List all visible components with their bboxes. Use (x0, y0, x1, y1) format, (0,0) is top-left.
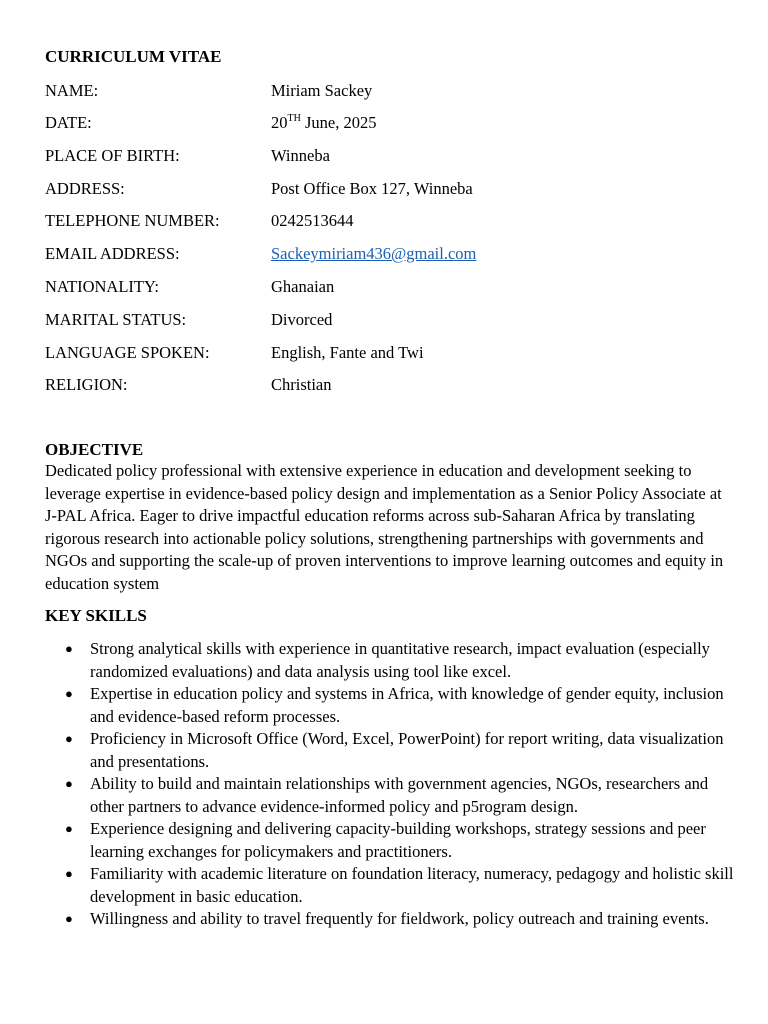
info-label-religion: RELIGION: (45, 375, 128, 394)
info-value-nationality: Ghanaian (271, 277, 335, 296)
info-row-nationality (45, 276, 735, 298)
info-value-marital-status: Divorced (271, 310, 333, 329)
info-value-date (271, 112, 376, 134)
info-row-marital-status (45, 309, 735, 331)
info-label-language: LANGUAGE SPOKEN: (45, 343, 210, 362)
bullet-icon: ● (65, 911, 73, 926)
info-value-language: English, Fante and Twi (271, 343, 424, 362)
date-month-year: June, 2025 (300, 113, 377, 132)
skill-item (45, 683, 735, 728)
skill-text: Ability to build and maintain relationships with government agencies, NGOs, researchers and other partners to advance evidence-informed policy and p5rogram design. (90, 774, 709, 816)
bullet-icon: ● (65, 776, 73, 791)
info-label-marital-status: MARITAL STATUS: (45, 310, 187, 329)
info-value-place-of-birth: Winneba (271, 146, 330, 165)
skill-item (45, 863, 735, 908)
bullet-icon: ● (65, 686, 73, 701)
skill-text: Proficiency in Microsoft Office (Word, Excel, PowerPoint) for report writing, data visualization and presentations. (90, 729, 724, 771)
email-link[interactable]: Sackeymiriam436@gmail.com (271, 244, 477, 263)
info-row-place-of-birth (45, 145, 735, 167)
info-value-name: Miriam Sackey (271, 81, 373, 100)
skill-text: Willingness and ability to travel frequently for fieldwork, policy outreach and training events. (90, 909, 709, 928)
skill-text: Familiarity with academic literature on foundation literacy, numeracy, pedagogy and holistic skill development in basic education. (90, 864, 734, 906)
info-row-name (45, 80, 735, 102)
info-value-address: Post Office Box 127, Winneba (271, 179, 473, 198)
info-label-nationality: NATIONALITY: (45, 277, 159, 296)
info-row-date (45, 112, 735, 134)
info-label-name: NAME: (45, 81, 99, 100)
bullet-icon: ● (65, 731, 73, 746)
objective-paragraph: Dedicated policy professional with extensive experience in education and development seeking to leverage expertise in evidence-based policy design and implementation as a Senior Policy Associate at J-PAL Africa. Eager to drive impactful education reforms across sub-Saharan Africa by translating rigorous research into actionable policy solutions, strengthening partnerships with governments and NGOs and supporting the scale-up of proven interventions to improve learning outcomes and equity in education system (45, 461, 724, 593)
skill-item (45, 908, 735, 931)
date-ordinal-suffix: TH (287, 113, 301, 124)
key-skills-list (45, 638, 735, 931)
info-label-date: DATE: (45, 113, 92, 132)
info-value-telephone: 0242513644 (271, 211, 354, 230)
info-row-email (45, 243, 735, 265)
date-day: 20 (271, 113, 288, 132)
document-title: CURRICULUM VITAE (45, 47, 222, 66)
skill-text: Expertise in education policy and systems in Africa, with knowledge of gender equity, inclusion and evidence-based reform processes. (90, 684, 724, 726)
info-label-place-of-birth: PLACE OF BIRTH: (45, 146, 180, 165)
info-label-telephone: TELEPHONE NUMBER: (45, 211, 220, 230)
info-label-email: EMAIL ADDRESS: (45, 244, 180, 263)
key-skills-heading: KEY SKILLS (45, 606, 147, 625)
skill-item (45, 638, 735, 683)
skill-text: Strong analytical skills with experience in quantitative research, impact evaluation (especially randomized evaluations) and data analysis using tool like excel. (90, 639, 710, 681)
info-value-religion: Christian (271, 375, 332, 394)
info-row-religion (45, 374, 735, 396)
skill-item (45, 818, 735, 863)
info-label-address: ADDRESS: (45, 179, 125, 198)
skill-item (45, 728, 735, 773)
info-row-language (45, 342, 735, 364)
objective-heading: OBJECTIVE (45, 440, 144, 459)
info-row-telephone (45, 210, 735, 232)
bullet-icon: ● (65, 641, 73, 656)
skill-item (45, 773, 735, 818)
bullet-icon: ● (65, 866, 73, 881)
info-row-address (45, 178, 735, 200)
skill-text: Experience designing and delivering capacity-building workshops, strategy sessions and peer learning exchanges for policymakers and practitioners. (90, 819, 706, 861)
bullet-icon: ● (65, 821, 73, 836)
